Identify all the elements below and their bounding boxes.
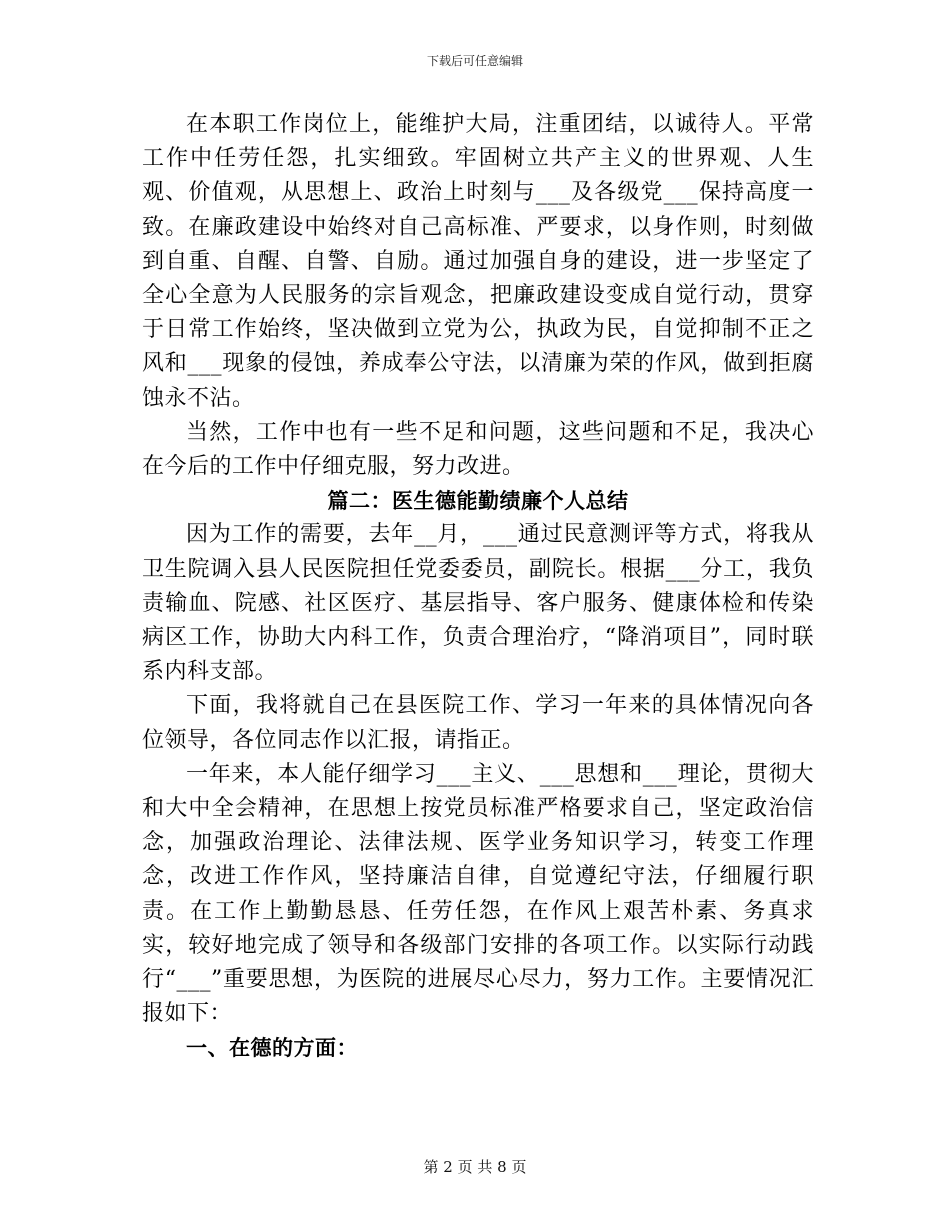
- paragraph-2: 当然，工作中也有一些不足和问题，这些问题和不足，我决心在今后的工作中仔细克服，努力改进。: [142, 419, 814, 480]
- paragraph-1: 在本职工作岗位上，能维护大局，注重团结，以诚待人。平常工作中任劳任怨，扎实细致。牢固树立共产主义的世界观、人生观、价值观，从思想上、政治上时刻与___及各级党___保持高度一致。在廉政建设中始终对自己高标准、严要求，以身作则，时刻做到自重、自醒、自警、自励。通过加强自身的建设，进一步坚定了全心全意为人民服务的宗旨观念，把廉政建设变成自觉行动，贯穿于日常工作始终，坚决做到立党为公，执政为民，自觉抑制不正之风和___现象的侵蚀，养成奉公守法，以清廉为荣的作风，做到拒腐蚀永不沾。: [142, 112, 814, 411]
- section-title: 篇二：医生德能勤绩廉个人总结: [327, 489, 629, 514]
- subheading: 一、在德的方面：: [186, 1036, 358, 1061]
- page-footer: 第 2 页 共 8 页: [423, 1158, 527, 1176]
- paragraph-3: 因为工作的需要，去年__月，___通过民意测评等方式，将我从卫生院调入县人民医院担任党委委员，副院长。根据___分工，我负责输血、院感、社区医疗、基层指导、客户服务、健康体检和传染病区工作，协助大内科工作，负责合理治疗，“降消项目”，同时联系内科支部。: [142, 522, 814, 685]
- document-body: [142, 108, 814, 1066]
- page-header: 下载后可任意编辑: [426, 54, 523, 68]
- paragraph-4: 下面，我将就自己在县医院工作、学习一年来的具体情况向各位领导，各位同志作以汇报，请指正。: [142, 693, 814, 753]
- paragraph-5: 一年来，本人能仔细学习___主义、___思想和___理论，贯彻大和大中全会精神，在思想上按党员标准严格要求自己，坚定政治信念，加强政治理论、法律法规、医学业务知识学习，转变工作理念，改进工作作风，坚持廉洁自律，自觉遵纪守法，仔细履行职责。在工作上勤勤恳恳、任劳任怨，在作风上艰苦朴素、务真求实，较好地完成了领导和各级部门安排的各项工作。以实际行动践行“___”重要思想，为医院的进展尽心尽力，努力工作。主要情况汇报如下：: [142, 761, 814, 1027]
